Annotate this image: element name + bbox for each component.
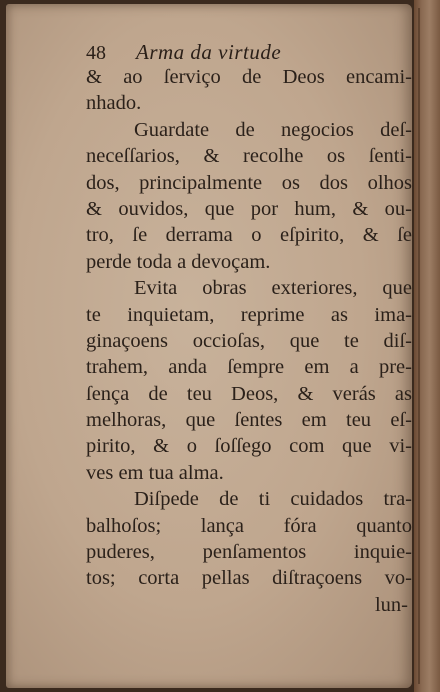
text-line: perde toda a devoçam. <box>86 250 271 273</box>
text-line: dos, principalmente os dos olhos <box>86 171 412 194</box>
text-line: Guardate de negocios deſ- <box>134 118 412 141</box>
text-line: tro, ſe derrama o eſpirito, & ſe <box>86 224 412 247</box>
text-line: puderes, penſamentos inquie- <box>86 541 412 564</box>
running-title: Arma da virtude <box>136 40 282 64</box>
text-line: te inquietam, reprime as ima- <box>86 303 412 326</box>
text-line: & ao ſerviço de Deos encami- <box>86 66 412 88</box>
text-line: Evita obras exteriores, que <box>134 277 412 300</box>
text-line: melhoras, que ſentes em teu eſ- <box>86 409 412 432</box>
text-line: tos; corta pellas diſtraçoens vo- <box>86 567 412 590</box>
text-line: pirito, & o ſoſſego com que vi- <box>86 435 412 458</box>
text-line: Diſpede de ti cuidados tra- <box>134 488 412 511</box>
text-line: ſença de teu Deos, & verás as <box>86 382 412 405</box>
text-line: neceſſarios, & recolhe os ſenti- <box>86 145 412 168</box>
text-line: lun- <box>374 593 408 616</box>
page-number: 48 <box>86 42 106 64</box>
text-line: trahem, anda ſempre em a pre- <box>86 356 412 379</box>
text-line: & ouvidos, que por hum, & ou- <box>86 197 412 220</box>
body-text <box>86 64 412 618</box>
text-line: balhoſos; lança fóra quanto <box>86 514 412 537</box>
text-line: nhado. <box>86 92 142 115</box>
text-line: ginaçoens occioſas, que te diſ- <box>86 329 412 352</box>
page-gutter-line <box>418 8 420 684</box>
text-line: ves em tua alma. <box>86 461 224 484</box>
